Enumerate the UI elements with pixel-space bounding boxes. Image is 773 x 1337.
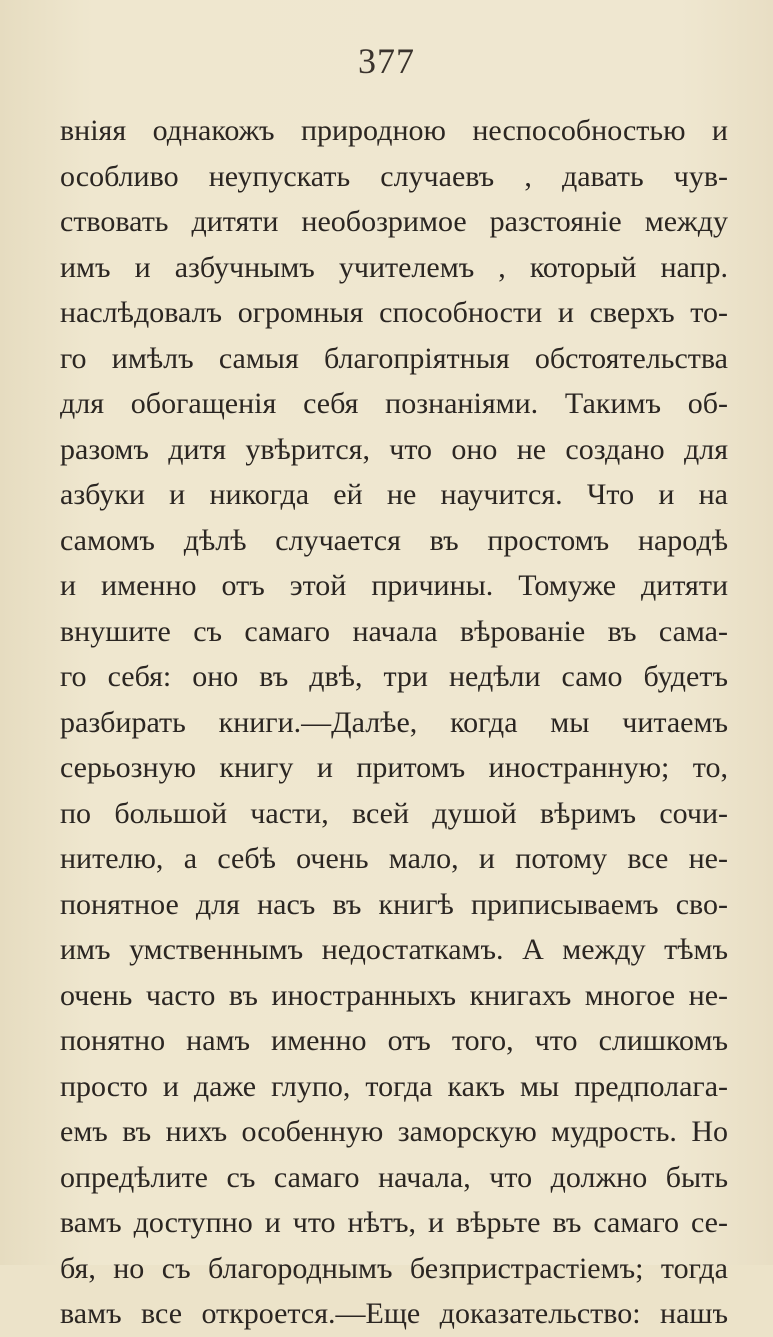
text-line: ствовать дитяти необозримое разстояніе между	[60, 205, 728, 238]
page-number: 377	[358, 41, 415, 81]
text-line: разомъ дитя увѣрится, что оно не создано для	[60, 432, 728, 466]
text-line: самомъ дѣлѣ случается въ простомъ народѣ	[60, 523, 728, 557]
text-line: имъ умственнымъ недостаткамъ. А между тѣмъ	[60, 933, 728, 966]
text-line: емъ въ нихъ особенную заморскую мудрость. Но	[60, 1115, 728, 1148]
text-line: вамъ доступно и что нѣтъ, и вѣрьте въ самаго се-	[60, 1206, 728, 1239]
text-line: и именно отъ этой причины. Томуже дитяти	[60, 569, 728, 602]
text-line: азбуки и никогда ей не научится. Что и на	[60, 478, 728, 511]
text-line: опредѣлите съ самаго начала, что должно быть	[60, 1160, 728, 1194]
text-line: наслѣдовалъ огромныя способности и сверхъ то-	[60, 296, 728, 329]
text-line: просто и даже глупо, тогда какъ мы предполага-	[60, 1069, 728, 1103]
text-line: вамъ все откроется.—Еще доказательство: нашъ	[60, 1297, 728, 1330]
text-line: разбирать книги.—Далѣе, когда мы читаемъ	[60, 705, 728, 739]
text-line: особливо неупускать случаевъ , давать чув-	[60, 159, 728, 193]
text-line: вніяя однакожъ природною неспособностью и	[60, 114, 728, 147]
text-line: имъ и азбучнымъ учителемъ , который напр.	[60, 250, 728, 284]
body-text	[60, 108, 728, 1337]
text-line: для обогащенія себя познаніями. Такимъ об-	[60, 387, 728, 420]
text-line: го себя: оно въ двѣ, три недѣли само будетъ	[60, 660, 728, 693]
text-line: нителю, а себѣ очень мало, и потому все не-	[60, 842, 728, 875]
text-line: го имѣлъ самыя благопріятныя обстоятельства	[60, 341, 728, 375]
text-line: по большой части, всей душой вѣримъ сочи-	[60, 796, 728, 830]
text-line: бя, но съ благороднымъ безпристрастіемъ; тогда	[60, 1251, 728, 1285]
text-line: серьозную книгу и притомъ иностранную; то,	[60, 751, 728, 784]
text-line: внушите съ самаго начала вѣрованіе въ сама-	[60, 614, 728, 648]
text-line: очень часто въ иностранныхъ книгахъ многое не-	[60, 978, 728, 1012]
text-line: понятно намъ именно отъ того, что слишкомъ	[60, 1024, 728, 1057]
text-line: понятное для насъ въ книгѣ приписываемъ сво-	[60, 887, 728, 921]
